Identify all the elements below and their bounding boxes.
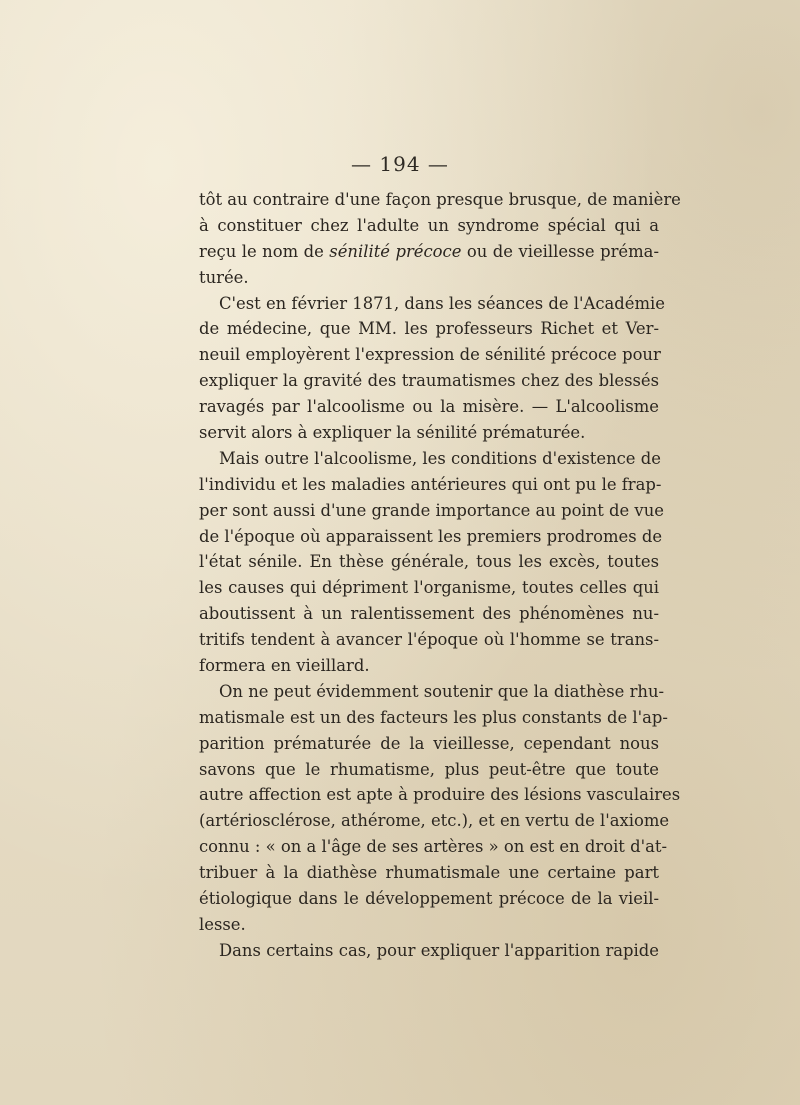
text-line: Mais outre l'alcoolisme, les conditions d'existence de (219, 448, 661, 468)
text-line: l'individu et les maladies antérieures qui ont pu le frap- (199, 474, 662, 494)
text-line: neuil employèrent l'expression de sénilité précoce pour (199, 345, 661, 365)
text-line: lesse. (199, 914, 246, 934)
text-line: matismale est un des facteurs les plus constants de l'ap- (199, 707, 668, 727)
text-line: expliquer la gravité des traumatismes chez des blessés (199, 371, 659, 391)
text-line: servit alors à expliquer la sénilité prématurée. (199, 423, 586, 443)
text-line: aboutissent à un ralentissement des phénomènes nu- (199, 604, 659, 624)
emphasis-term: sénilité précoce (329, 241, 462, 261)
text-line: C'est en février 1871, dans les séances de l'Académie (219, 293, 665, 313)
text-line: tribuer à la diathèse rhumatismale une certaine part (199, 863, 659, 883)
text-line (199, 239, 659, 265)
text-line: connu : « on a l'âge de ses artères » on est en droit d'at- (199, 837, 667, 857)
text-line: de médecine, que MM. les professeurs Richet et Ver- (199, 319, 659, 339)
text-line: formera en vieillard. (199, 656, 370, 676)
body-text (199, 187, 681, 964)
text-line: tritifs tendent à avancer l'époque où l'homme se trans- (199, 630, 659, 650)
text-line: turée. (199, 267, 249, 287)
text-line: (artériosclérose, athérome, etc.), et en vertu de l'axiome (199, 811, 670, 831)
text-span: ou de vieillesse préma- (461, 241, 659, 261)
text-line: tôt au contraire d'une façon presque brusque, de manière (199, 190, 681, 209)
page-number: — 194 — (351, 152, 449, 176)
text-line: parition prématurée de la vieillesse, cependant nous (199, 733, 659, 753)
text-line: On ne peut évidemment soutenir que la diathèse rhu- (219, 681, 665, 701)
text-line: à constituer chez l'adulte un syndrome spécial qui a (199, 215, 659, 235)
text-line: étiologique dans le développement précoce de la vieil- (199, 889, 659, 909)
text-line: de l'époque où apparaissent les premiers prodromes de (199, 526, 663, 546)
text-line: les causes qui dépriment l'organisme, toutes celles qui (199, 578, 659, 598)
text-line: savons que le rhumatisme, plus peut-être que toute (199, 759, 659, 779)
text-span: reçu le nom de (199, 241, 330, 261)
text-line: ravagés par l'alcoolisme ou la misère. — L'alcoolisme (199, 397, 659, 417)
text-line: l'état sénile. En thèse générale, tous les excès, toutes (199, 552, 659, 572)
text-line: per sont aussi d'une grande importance au point de vue (199, 500, 664, 520)
text-line: autre affection est apte à produire des lésions vasculaires (199, 785, 681, 805)
text-line: Dans certains cas, pour expliquer l'apparition rapide (219, 940, 659, 960)
